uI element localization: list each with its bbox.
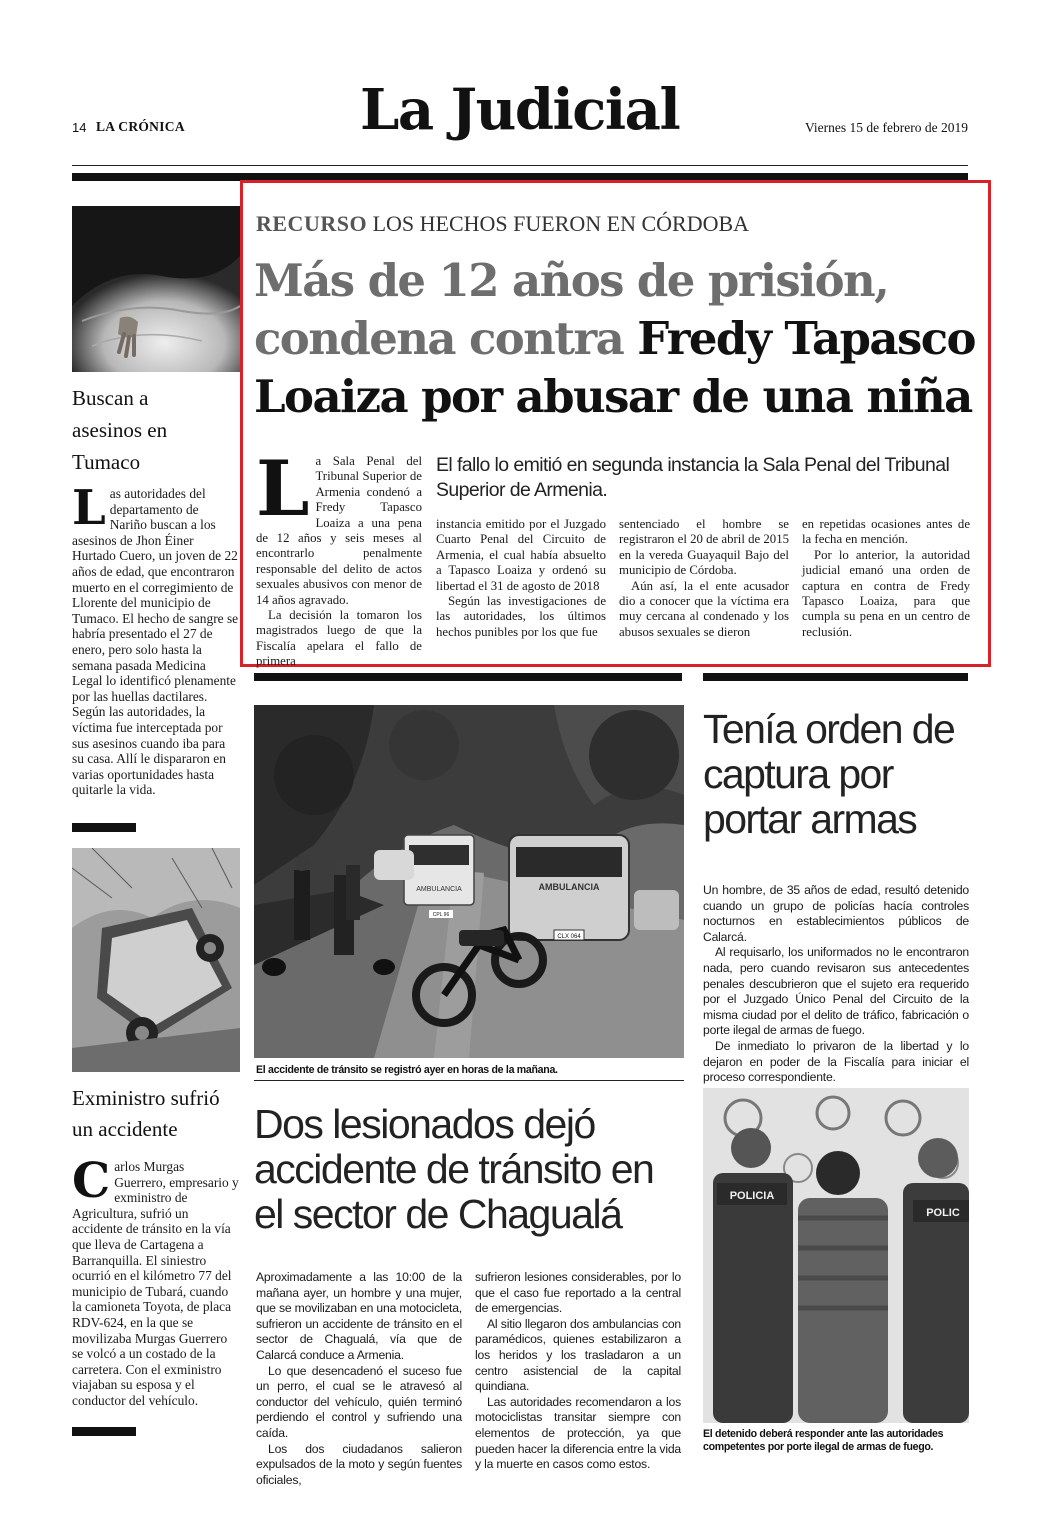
accident-col1-p1: Aproximadamente a las 10:00 de la mañana ayer, un hombre y una mujer, que se movilizaban en una motocicleta, sufrieron un accidente de tránsito en el sector de Chagualá, vía que de Calarcá conduce a Armenia.	[256, 1270, 462, 1362]
accident-col2	[475, 1270, 681, 1473]
main-story-headline	[254, 252, 974, 426]
sidebar-story2-text: arlos Murgas Guerrero, empresario y exministro de Agricultura, sufrió un accidente de tránsito en la vía que lleva de Cartagena a Barranquilla. El siniestro ocurrió en el kilómetro 77 del municipio de Tubará, cuando la camioneta Toyota, de placa RDV-624, en la que se movilizaba Murgas Guerrero se volcó a un costado de la carretera. Con el exministro viajaban su esposa y el conductor del vehículo.	[72, 1159, 239, 1408]
sidebar-story1-dropcap: L	[72, 480, 106, 536]
main-col3-p2: Aún así, la el ente acusador dio a conocer que la víctima era muy cercana al condenado y los abusos sexuales se dieron	[619, 578, 789, 639]
arrest-top-rule	[703, 673, 968, 681]
arrest-photo	[703, 1088, 969, 1423]
main-col4-p1: en repetidas ocasiones antes de la fecha en mención.	[802, 517, 970, 547]
main-story-dropcap: L	[256, 444, 310, 533]
arrest-body	[703, 883, 969, 1086]
sidebar-divider-2	[72, 1427, 136, 1436]
main-col1-p2: La decisión la tomaron los magistrados luego de que la Fiscalía apelara el fallo de primera	[256, 608, 422, 669]
sidebar-story1-text: as autoridades del departamento de Nariño buscan a los asesinos de Jhon Éiner Hurtado Cuero, un joven de 22 años de edad, que encontraron muerto en el corregimiento de Llorente del municipio de Tumaco. El hecho de sangre se habría presentado el 27 de enero, pero solo hasta la semana pasada Medicina Legal lo identificó plenamente por las huellas dactilares. Según las autoridades, la víctima fue interceptada por sus asesinos cuando iba para su casa. Allí le dispararon en varias oportunidades hasta quitarle la vida.	[72, 486, 239, 798]
header-rule-thin	[72, 165, 968, 166]
vest-label-right: POLIC	[926, 1207, 960, 1219]
accident-col1-p2: Lo que desencadenó el suceso fue un perro, el cual se le atravesó al conductor del vehículo, quién terminó perdiendo el control y sufriendo una caída.	[256, 1363, 462, 1440]
arrest-photo-caption: El detenido deberá responder ante las autoridades competentes por porte ilegal de armas de fuego.	[703, 1428, 944, 1453]
arrest-p3: De inmediato lo privaron de la libertad y lo dejaron en poder de la Fiscalía para iniciar el proceso correspondiente.	[703, 1038, 969, 1085]
main-story-kicker	[256, 210, 749, 238]
headline-gray-part: condena contra	[254, 312, 624, 365]
main-story-col3	[619, 517, 789, 640]
main-col1-p1: a Sala Penal del Tribunal Superior de Armenia condenó a Fredy Tapasco Loaiza a una pena de 12 años y seis meses al encontrarlo penalmente responsable del delito de actos sexuales abusivos con menor de 14 años agravado.	[256, 454, 422, 607]
accident-col1	[256, 1270, 462, 1488]
main-col4-p2: Por lo anterior, la autoridad judicial emanó una orden de captura en contra de Fredy Tapasco Loaiza, para que cumpla su pena en un centro de reclusión.	[802, 547, 970, 639]
sidebar-story2-dropcap: C	[72, 1153, 111, 1209]
sidebar-story1-title: Buscan a asesinos en Tumaco	[72, 386, 168, 474]
main-story-col1	[256, 444, 422, 670]
page-number: 14	[72, 120, 87, 135]
accident-top-rule	[254, 673, 682, 681]
sidebar-story1-body	[72, 480, 239, 798]
section-title: La Judicial	[360, 77, 680, 143]
headline-line-3: Loaiza por abusar de una niña	[254, 370, 972, 423]
arrest-p1: Un hombre, de 35 años de edad, resultó detenido cuando un grupo de policías hacía controles nocturnos en establecimientos públicos de Calarcá.	[703, 883, 969, 944]
accident-col2-p1: sufrieron lesiones considerables, por lo que el caso fue reportado a la central de emergencias.	[475, 1270, 681, 1316]
sidebar-divider-1	[72, 823, 136, 832]
arrest-headline: Tenía orden de captura por portar armas	[703, 706, 955, 842]
main-story-col2	[436, 517, 606, 640]
accident-col2-p3: Las autoridades recomendaron a los motociclistas transitar siempre con elementos de protección, ya que pueden hacer la diferencia entre la vida y la muerte en casos como estos.	[475, 1394, 681, 1472]
ambulance-label-2: AMBULANCIA	[538, 882, 600, 892]
headline-line-2	[254, 310, 974, 368]
vest-label-left: POLICIA	[729, 1190, 775, 1202]
main-col2-p1: instancia emitido por el Juzgado Cuarto Penal del Circuito de Armenia, el cual había absuelto a Tapasco Loaiza y ordenó su libertad el 31 de agosto de 2018	[436, 517, 606, 593]
kicker-text: LOS HECHOS FUERON EN CÓRDOBA	[372, 211, 750, 236]
main-col3-p1: sentenciado el hombre se registraron el 20 de abril de 2015 en la vereda Guayaquil Bajo del municipio de Córdoba.	[619, 517, 789, 578]
crime-scene-photo	[72, 206, 240, 372]
newspaper-name: LA CRÓNICA	[96, 119, 185, 134]
sidebar-story2-body	[72, 1153, 239, 1409]
accident-col1-p3: Los dos ciudadanos salieron expulsados de la moto y según fuentes oficiales,	[256, 1441, 462, 1487]
accident-caption-rule	[254, 1080, 684, 1081]
main-story-col4	[802, 517, 970, 640]
ambulance-plate-1: CLX 064	[557, 934, 581, 940]
page-date: Viernes 15 de febrero de 2019	[804, 120, 968, 135]
overturned-car-photo	[72, 848, 240, 1072]
ambulance-plate-2: CPL 96	[432, 912, 450, 918]
accident-headline: Dos lesionados dejó accidente de tránsito en el sector de Chagualá	[254, 1101, 654, 1237]
accident-photo-caption: El accidente de tránsito se registró ayer en horas de la mañana.	[256, 1064, 558, 1076]
main-col2-p2: Según las investigaciones de las autoridades, los últimos hechos punibles por los que fue	[436, 594, 606, 639]
main-story-deck: El fallo lo emitió en segunda instancia la Sala Penal del Tribunal Superior de Armenia.	[436, 454, 950, 501]
sidebar-story2-title: Exministro sufrió un accidente	[72, 1086, 220, 1141]
headline-line-1: Más de 12 años de prisión,	[254, 254, 889, 307]
headline-black-part: Fredy Tapasco	[637, 312, 975, 365]
kicker-label: RECURSO	[256, 211, 368, 236]
accident-col2-p2: Al sitio llegaron dos ambulancias con paramédicos, quienes estabilizaron a los heridos y los trasladaron a un centro asistencial de la capital quindiana.	[475, 1316, 681, 1394]
arrest-p2: Al requisarlo, los uniformados no le encontraron nada, pero cuando revisaron sus antecedentes penales descubrieron que el sujeto era requerido por el Juzgado Único Penal del Circuito de la misma ciudad por el delito de tráfico, fabricación o porte ilegal de armas de fuego.	[703, 945, 969, 1038]
ambulance-label-1: AMBULANCIA	[416, 886, 462, 893]
accident-photo	[254, 705, 684, 1058]
